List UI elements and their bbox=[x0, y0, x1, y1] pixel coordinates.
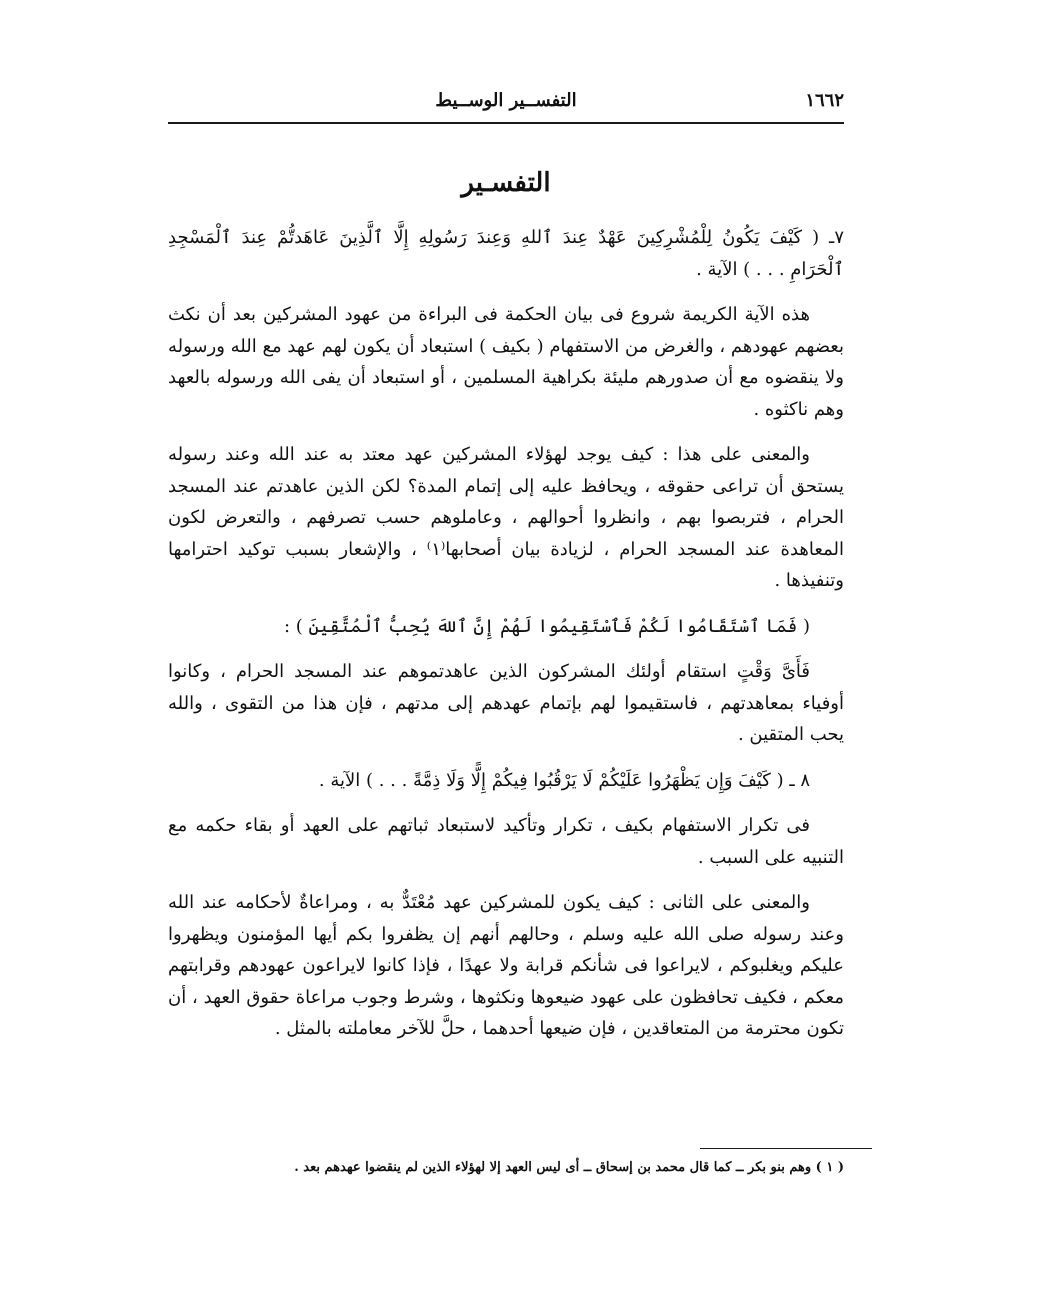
page-header bbox=[168, 88, 844, 124]
running-title: التفســير الوســيط bbox=[435, 90, 577, 111]
paragraph-intro: هذه الآية الكريمة شروع فى بيان الحكمة فى البراءة من عهود المشركين بعد أن نكث بعضهم عهودهم ، والغرض من الاستفهام ( بكيف ) استبعاد أن يكون لهم عهد مع الله ورسوله ولا ينقضوه مع أن صدورهم مليئة بكراهية المسلمين ، أو استبعاد أن يفى الله ورسوله بالعهد وهم ناكثوه . bbox=[168, 304, 844, 420]
footnote: ( ١ ) وهم بنو بكر ــ كما قال محمد بن إسحاق ــ أى ليس العهد إلا لهؤلاء الذين لم ينقضوا عهدهم بعد . bbox=[294, 1160, 844, 1175]
body-text bbox=[168, 222, 844, 1059]
page-number: ١٦٦٢ bbox=[805, 90, 844, 111]
footnote-divider bbox=[700, 1148, 872, 1149]
paragraph-repetition: فى تكرار الاستفهام بكيف ، تكرار وتأكيد لاستبعاد ثباتهم على العهد أو بقاء حكمه مع التنبيه على السبب . bbox=[168, 815, 844, 868]
paragraph-second-meaning: والمعنى على الثانى : كيف يكون للمشركين عهد مُعْتَدٌّ به ، ومراعاةٌ لأحكامه عند الله وعند رسوله صلى الله عليه وسلم ، وحالهم أنهم إن يظفروا بكم أيها المؤمنون ويظهروا عليكم ويغلبوكم ، لايراعوا فى شأنكم قرابة ولا عهدًا ، فإذا كانوا لايراعون عهودهم وقرابتهم معكم ، فكيف تحافظون على عهود ضيعوها ونكثوها ، وشرط وجوب مراعاة حقوق العهد ، أن تكون محترمة من المتعاقدين ، فإن ضيعها أحدهما ، حلَّ للآخر معاملته بالمثل . bbox=[168, 892, 844, 1039]
paragraph-meaning: والمعنى على هذا : كيف يوجد لهؤلاء المشركين عهد معتد به عند الله وعند رسوله يستحق أن تراعى حقوقه ، ويحافظ عليه إلى إتمام المدة؟ لكن الذين عاهدتم عند المسجد الحرام ، فتربصوا بهم ، وانظروا أحوالهم ، وعاملوهم حسب تصرفهم ، والتعرض لكون المعاهدة عند المسجد الحرام ، لزيادة بيان أصحابها⁽١⁾ ، والإشعار بسبب توكيد احترامها وتنفيذها . bbox=[168, 444, 844, 591]
verse-7: ٧ـ ( كَيْفَ يَكُونُ لِلْمُشْرِكِينَ عَهْدٌ عِندَ ٱللهِ وَعِندَ رَسُولِهِ إِلَّا ٱلَّذِينَ عَاهَدتُّمْ عِندَ ٱلْمَسْجِدِ ٱلْحَرَامِ . . . ) الآية . bbox=[168, 227, 844, 280]
section-heading: التفسـير bbox=[461, 168, 551, 198]
paragraph-istiqama: فَأَىَّ وَقْتٍ استقام أولئك المشركون الذين عاهدتموهم عند المسجد الحرام ، وكانوا أوفياء بمعاهدتهم ، فاستقيموا لهم بإتمام عهدهم إلى مدتهم ، فإن هذا من التقوى ، والله يحب المتقين . bbox=[168, 661, 844, 745]
verse-8: ٨ ـ ( كَيْفَ وَإِن يَظْهَرُوا عَلَيْكُمْ لَا يَرْقُبُوا فِيكُمْ إِلًّا وَلَا ذِمَّةً . . . ) الآية . bbox=[318, 769, 810, 791]
verse-7-continuation: ( فَمَا ٱسْتَقَامُوا لَكُمْ فَٱسْتَقِيمُوا لَهُمْ إِنَّ ٱللهَ يُحِبُّ ٱلْمُتَّقِينَ ) : bbox=[283, 615, 810, 637]
